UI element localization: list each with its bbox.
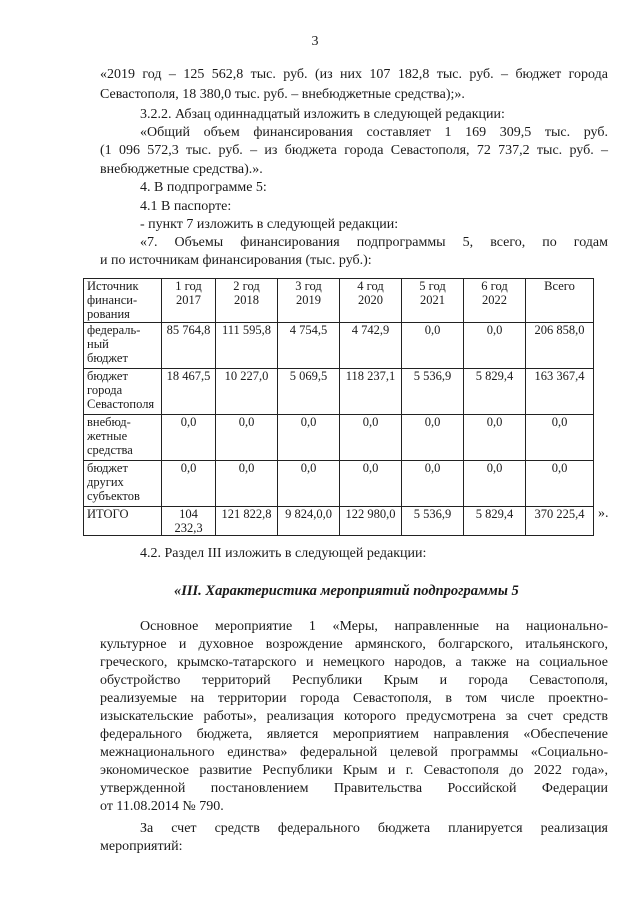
table-cell: 0,0 bbox=[162, 461, 216, 507]
total-cell: 370 225,4 bbox=[526, 507, 594, 536]
table-cell: 0,0 bbox=[162, 415, 216, 461]
text-line: Севастополя, 18 380,0 тыс. руб. – внебюджетные средства);». bbox=[100, 87, 465, 102]
text-line: (1 096 572,3 тыс. руб. – из бюджета города Севастополя, 72 737,2 тыс. руб. – bbox=[100, 143, 608, 158]
table-row bbox=[84, 369, 594, 415]
total-cell: 5 829,4 bbox=[464, 507, 526, 536]
table-cell: 5 069,5 bbox=[278, 369, 340, 415]
text-line: федерального бюджета, является мероприятием направления «Обеспечение bbox=[100, 727, 608, 742]
total-cell: 122 980,0 bbox=[340, 507, 402, 536]
table-cell: 5 536,9 bbox=[402, 369, 464, 415]
table-cell: 0,0 bbox=[402, 415, 464, 461]
header-cell-2022: 6 год 2022 bbox=[464, 279, 526, 323]
table-cell: 0,0 bbox=[340, 461, 402, 507]
table-row bbox=[84, 415, 594, 461]
text-line: и по источникам финансирования (тыс. руб.): bbox=[100, 253, 372, 268]
table-cell: 85 764,8 bbox=[162, 323, 216, 369]
financing-table bbox=[83, 278, 594, 536]
header-cell-2021: 5 год 2021 bbox=[402, 279, 464, 323]
table-cell: 10 227,0 bbox=[216, 369, 278, 415]
text-line: 4. В подпрограмме 5: bbox=[140, 180, 267, 195]
table-cell: 0,0 bbox=[464, 323, 526, 369]
header-cell-2018: 2 год 2018 bbox=[216, 279, 278, 323]
table-header-row bbox=[84, 279, 594, 323]
table-cell: 0,0 bbox=[278, 415, 340, 461]
text-line: Основное мероприятие 1 «Меры, направленные на национально- bbox=[140, 619, 608, 634]
table-cell: 0,0 bbox=[402, 323, 464, 369]
total-cell: 104 232,3 bbox=[162, 507, 216, 536]
text-line: греческого, крымско-татарского и немецкого народов, а также на социальное bbox=[100, 655, 608, 670]
text-line: «7. Объемы финансирования подпрограммы 5, всего, по годам bbox=[140, 235, 608, 250]
header-cell-2017: 1 год 2017 bbox=[162, 279, 216, 323]
table-cell: 4 742,9 bbox=[340, 323, 402, 369]
table-cell: 163 367,4 bbox=[526, 369, 594, 415]
table-cell: 5 829,4 bbox=[464, 369, 526, 415]
text-line: «Общий объем финансирования составляет 1 169 309,5 тыс. руб. bbox=[140, 125, 608, 140]
text-line: изыскательские работы», реализация которого предусмотрена за счет средств bbox=[100, 709, 608, 724]
table-cell: 0,0 bbox=[278, 461, 340, 507]
total-cell: 9 824,0,0 bbox=[278, 507, 340, 536]
header-cell-2020: 4 год 2020 bbox=[340, 279, 402, 323]
table-cell: 118 237,1 bbox=[340, 369, 402, 415]
text-line: 3.2.2. Абзац одиннадцатый изложить в следующей редакции: bbox=[140, 107, 505, 122]
text-line: - пункт 7 изложить в следующей редакции: bbox=[140, 217, 399, 232]
table-cell: 0,0 bbox=[464, 415, 526, 461]
text-line: от 11.08.2014 № 790. bbox=[100, 799, 224, 814]
text-line: мероприятий: bbox=[100, 839, 183, 854]
table-cell: 18 467,5 bbox=[162, 369, 216, 415]
closing-quote-mark: ». bbox=[598, 506, 609, 521]
text-line: 4.1 В паспорте: bbox=[140, 199, 232, 214]
text-line: обустройство территорий Республики Крым и города Севастополя, bbox=[100, 673, 608, 688]
text-line: За счет средств федерального бюджета планируется реализация bbox=[140, 821, 608, 836]
total-cell: 5 536,9 bbox=[402, 507, 464, 536]
text-line: утвержденной постановлением Правительства Российской Федерации bbox=[100, 781, 608, 796]
table-row bbox=[84, 461, 594, 507]
table-cell: 0,0 bbox=[340, 415, 402, 461]
table-row bbox=[84, 323, 594, 369]
row-source-label: бюджет города Севастополя bbox=[84, 369, 162, 415]
table-cell: 0,0 bbox=[216, 461, 278, 507]
text-line: внебюджетные средства).». bbox=[100, 162, 263, 177]
table-cell: 0,0 bbox=[464, 461, 526, 507]
table-cell: 0,0 bbox=[402, 461, 464, 507]
text-line: экономическое развитие Республики Крым и г. Севастополя до 2022 года», bbox=[100, 763, 608, 778]
table-cell: 0,0 bbox=[526, 461, 594, 507]
header-cell-2019: 3 год 2019 bbox=[278, 279, 340, 323]
row-source-label: бюджет других субъектов bbox=[84, 461, 162, 507]
row-source-label: федераль- ный бюджет bbox=[84, 323, 162, 369]
total-label: ИТОГО bbox=[84, 507, 162, 536]
table-cell: 0,0 bbox=[526, 415, 594, 461]
text-line: реализуемые на территории города Севастополя, в том числе проектно- bbox=[100, 691, 608, 706]
table-cell: 4 754,5 bbox=[278, 323, 340, 369]
table-total-row bbox=[84, 507, 594, 536]
section-heading: «III. Характеристика мероприятий подпрограммы 5 bbox=[174, 583, 519, 599]
total-cell: 121 822,8 bbox=[216, 507, 278, 536]
table-cell: 0,0 bbox=[216, 415, 278, 461]
header-cell-source: Источник финанси- рования bbox=[84, 279, 162, 323]
page-number: 3 bbox=[311, 34, 319, 49]
text-line: межнационального единства» федеральной целевой программы «Социально- bbox=[100, 745, 608, 760]
table-cell: 111 595,8 bbox=[216, 323, 278, 369]
row-source-label: внебюд- жетные средства bbox=[84, 415, 162, 461]
table-cell: 206 858,0 bbox=[526, 323, 594, 369]
header-cell-total: Всего bbox=[526, 279, 594, 323]
text-line: «2019 год – 125 562,8 тыс. руб. (из них 107 182,8 тыс. руб. – бюджет города bbox=[100, 67, 608, 82]
text-line: культурное и духовное возрождение армянского, болгарского, итальянского, bbox=[100, 637, 608, 652]
section-intro: 4.2. Раздел III изложить в следующей редакции: bbox=[140, 546, 427, 561]
